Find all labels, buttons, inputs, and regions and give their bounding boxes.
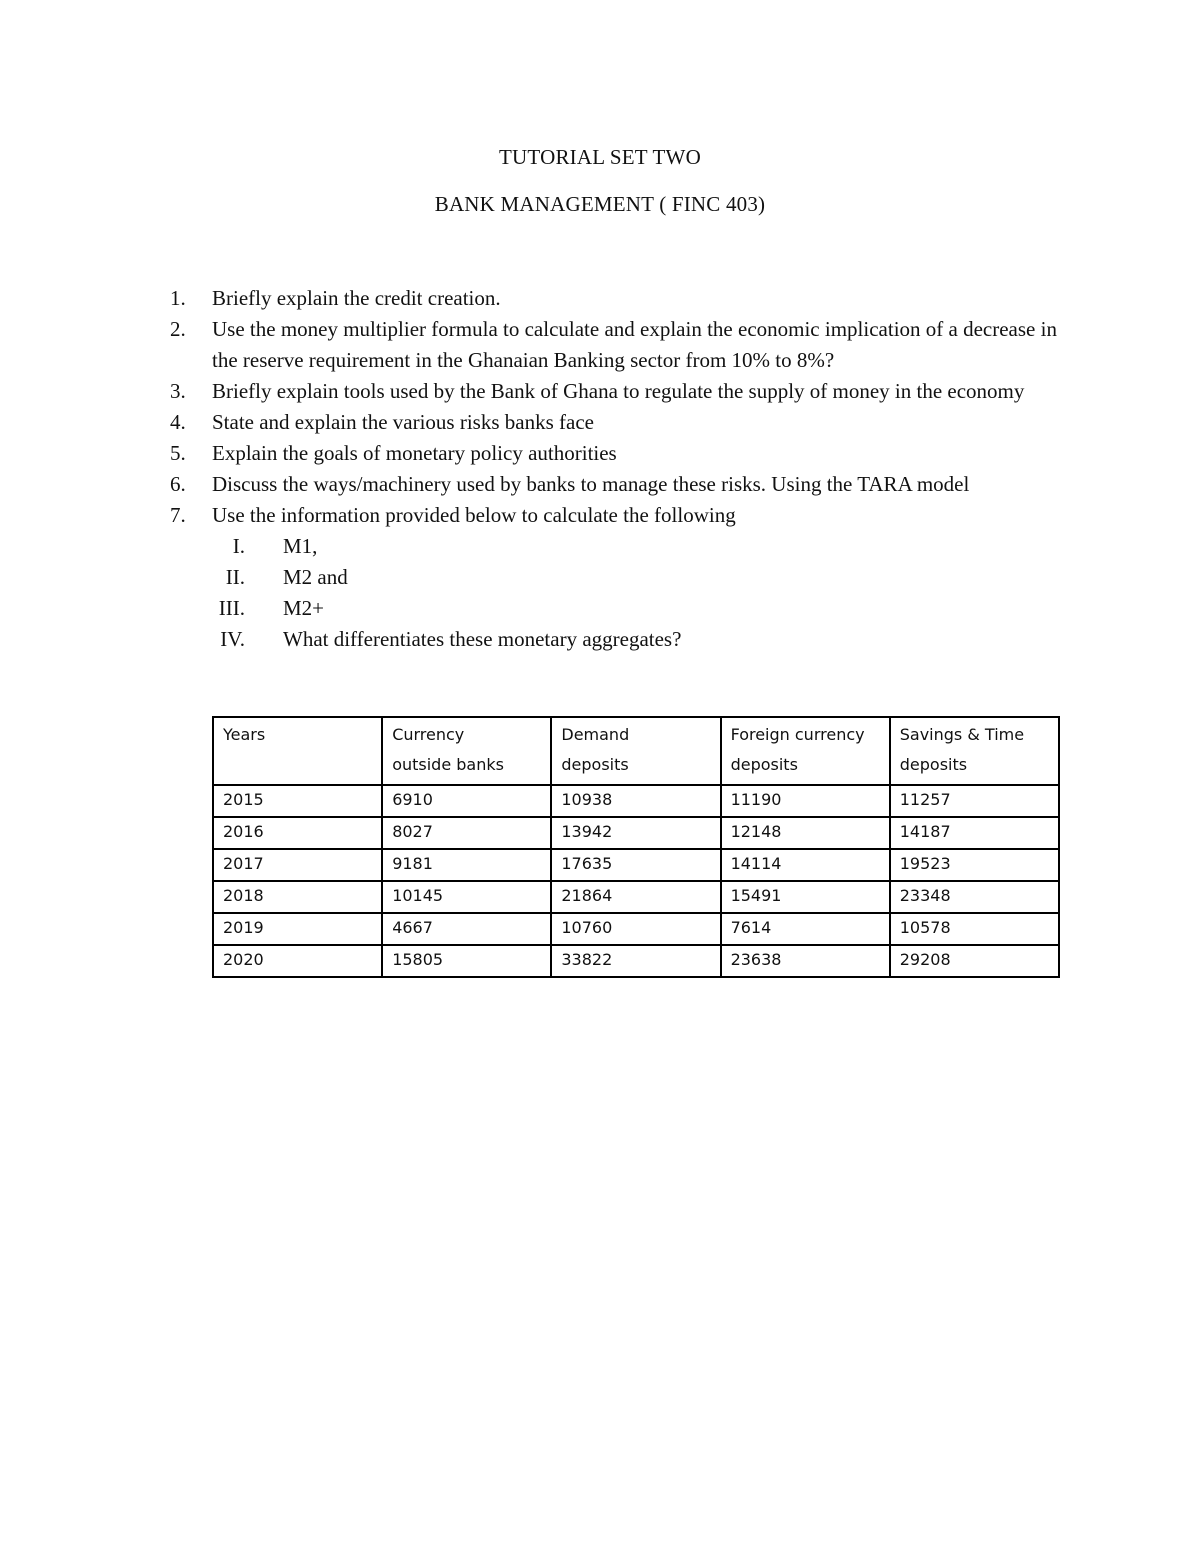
table-cell: 12148 <box>721 817 890 849</box>
question-item <box>170 376 1070 407</box>
question-text: Briefly explain tools used by the Bank of Ghana to regulate the supply of money in the economy <box>212 379 1025 403</box>
table-cell: 6910 <box>382 785 551 817</box>
table-cell: 17635 <box>551 849 720 881</box>
question-text: Discuss the ways/machinery used by banks to manage these risks. Using the TARA model <box>212 472 970 496</box>
sub-item <box>170 531 1070 562</box>
sub-item-text: M2 and <box>283 565 348 589</box>
table-header-cell: Years <box>213 717 382 785</box>
table-cell: 7614 <box>721 913 890 945</box>
table-cell: 33822 <box>551 945 720 977</box>
table-header-row <box>213 717 1059 785</box>
sub-item-number: II. <box>225 565 245 589</box>
question-number: 5. <box>170 441 186 465</box>
table-cell: 10145 <box>382 881 551 913</box>
question-item <box>170 314 1070 376</box>
question-item <box>170 469 1070 500</box>
question-item <box>170 500 1070 531</box>
table-cell: 8027 <box>382 817 551 849</box>
table-header-cell: Savings & Time deposits <box>890 717 1059 785</box>
question-item <box>170 407 1070 438</box>
table-cell: 23348 <box>890 881 1059 913</box>
sub-item <box>170 562 1070 593</box>
sub-item-number: III. <box>218 596 245 620</box>
question-number: 6. <box>170 472 186 496</box>
table-cell: 10760 <box>551 913 720 945</box>
question-number: 2. <box>170 317 186 341</box>
table-row <box>213 913 1059 945</box>
question-text: Briefly explain the credit creation. <box>212 286 501 310</box>
table-row <box>213 817 1059 849</box>
question-number: 1. <box>170 286 186 310</box>
question-text: Use the money multiplier formula to calculate and explain the economic implication of a decrease in the reserve requirement in the Ghanaian Banking sector from 10% to 8%? <box>212 317 1057 372</box>
table-cell: 2016 <box>213 817 382 849</box>
sub-item-text: What differentiates these monetary aggregates? <box>283 627 682 651</box>
question-text: Use the information provided below to calculate the following <box>212 503 736 527</box>
document-title: TUTORIAL SET TWO <box>499 145 701 169</box>
sub-item <box>170 593 1070 624</box>
table-cell: 2017 <box>213 849 382 881</box>
table-cell: 29208 <box>890 945 1059 977</box>
table-header-cell: Currency outside banks <box>382 717 551 785</box>
sub-item-number: IV. <box>220 627 245 651</box>
table-cell: 13942 <box>551 817 720 849</box>
table-header-cell: Demand deposits <box>551 717 720 785</box>
table-cell: 2018 <box>213 881 382 913</box>
question-number: 7. <box>170 503 186 527</box>
question-text: State and explain the various risks banks face <box>212 410 594 434</box>
table-cell: 23638 <box>721 945 890 977</box>
table-row <box>213 945 1059 977</box>
table-cell: 2019 <box>213 913 382 945</box>
table-header-cell: Foreign currency deposits <box>721 717 890 785</box>
table-cell: 15805 <box>382 945 551 977</box>
course-title: BANK MANAGEMENT ( FINC 403) <box>434 192 766 216</box>
table-cell: 15491 <box>721 881 890 913</box>
table-cell: 14114 <box>721 849 890 881</box>
table-cell: 4667 <box>382 913 551 945</box>
table-cell: 10938 <box>551 785 720 817</box>
sub-item-text: M1, <box>283 534 318 558</box>
table-row <box>213 881 1059 913</box>
table-cell: 19523 <box>890 849 1059 881</box>
sub-item-number: I. <box>232 534 245 558</box>
table-cell: 9181 <box>382 849 551 881</box>
table-cell: 10578 <box>890 913 1059 945</box>
question-item <box>170 438 1070 469</box>
table-cell: 11190 <box>721 785 890 817</box>
table-cell: 2020 <box>213 945 382 977</box>
table-cell: 14187 <box>890 817 1059 849</box>
table-cell: 11257 <box>890 785 1059 817</box>
question-number: 3. <box>170 379 186 403</box>
question-item <box>170 283 1070 314</box>
question-text: Explain the goals of monetary policy authorities <box>212 441 617 465</box>
table-row <box>213 785 1059 817</box>
table-cell: 21864 <box>551 881 720 913</box>
sub-item-text: M2+ <box>283 596 325 620</box>
question-number: 4. <box>170 410 186 434</box>
table-cell: 2015 <box>213 785 382 817</box>
table-row <box>213 849 1059 881</box>
sub-item <box>170 624 1070 655</box>
question-list <box>170 283 1070 655</box>
monetary-data-table <box>212 716 1060 978</box>
